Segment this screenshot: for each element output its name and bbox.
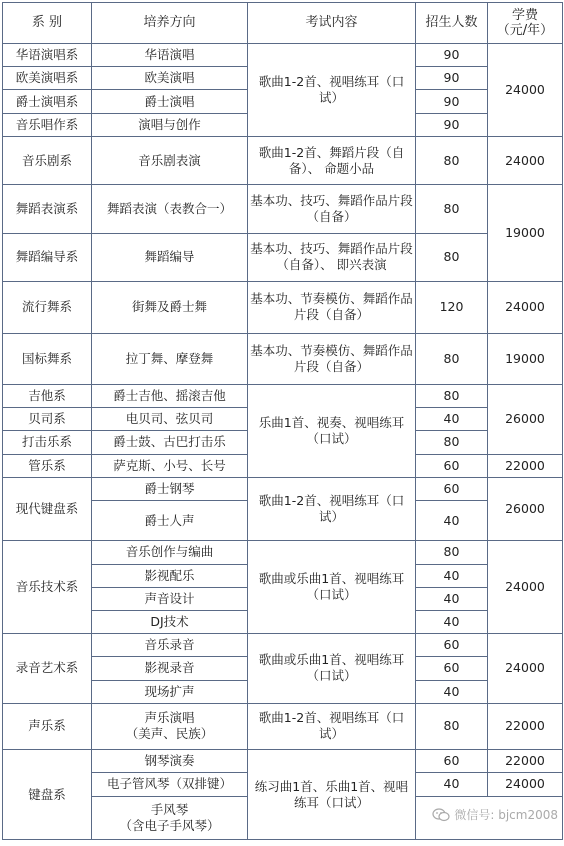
- dept-cell: 欧美演唱系: [3, 67, 92, 90]
- exam-cell: 基本功、节奏模仿、舞蹈作品片段（自备）: [248, 333, 416, 384]
- header-quota: 招生人数: [416, 3, 488, 44]
- table-row: [3, 333, 563, 384]
- exam-cell: 歌曲1-2首、视唱练耳（口试）: [248, 44, 416, 137]
- direction-cell: 欧美演唱: [92, 67, 248, 90]
- exam-cell: 歌曲或乐曲1首、视唱练耳（口试）: [248, 634, 416, 704]
- watermark-cell: [416, 796, 563, 839]
- dept-cell: 华语演唱系: [3, 44, 92, 67]
- quota-cell: 40: [416, 680, 488, 703]
- dept-cell: 音乐技术系: [3, 541, 92, 634]
- direction-cell: 演唱与创作: [92, 113, 248, 136]
- header-row: [3, 3, 563, 44]
- direction-cell: 华语演唱: [92, 44, 248, 67]
- dept-cell: 声乐系: [3, 703, 92, 749]
- fee-cell: 24000: [488, 44, 563, 137]
- exam-cell: 基本功、节奏模仿、舞蹈作品片段（自备）: [248, 282, 416, 333]
- table-row: [3, 750, 563, 773]
- direction-cell: 影视配乐: [92, 564, 248, 587]
- direction-cell: 爵士吉他、摇滚吉他: [92, 384, 248, 407]
- exam-cell: 基本功、技巧、舞蹈作品片段（自备）: [248, 185, 416, 233]
- dept-cell: 现代键盘系: [3, 477, 92, 541]
- dept-cell: 舞蹈编导系: [3, 233, 92, 281]
- direction-cell: 舞蹈表演（表教合一）: [92, 185, 248, 233]
- quota-cell: 40: [416, 610, 488, 633]
- header-direction: 培养方向: [92, 3, 248, 44]
- fee-cell: 26000: [488, 384, 563, 454]
- fee-cell: 24000: [488, 136, 563, 184]
- direction-cell: 爵士演唱: [92, 90, 248, 113]
- dept-cell: 录音艺术系: [3, 634, 92, 704]
- direction-cell: DJ技术: [92, 610, 248, 633]
- dept-cell: 舞蹈表演系: [3, 185, 92, 233]
- direction-cell: 音乐创作与编曲: [92, 541, 248, 564]
- direction-cell: 手风琴 （含电子手风琴）: [92, 796, 248, 839]
- fee-cell: 22000: [488, 703, 563, 749]
- quota-cell: 90: [416, 90, 488, 113]
- table-row: [3, 282, 563, 333]
- table-row: [3, 703, 563, 749]
- exam-cell: 练习曲1首、乐曲1首、视唱练耳（口试）: [248, 750, 416, 840]
- direction-cell: 影视录音: [92, 657, 248, 680]
- quota-cell: 40: [416, 773, 488, 796]
- dept-cell: 键盘系: [3, 750, 92, 840]
- fee-cell: 19000: [488, 185, 563, 282]
- direction-cell: 舞蹈编导: [92, 233, 248, 281]
- direction-cell: 钢琴演奏: [92, 750, 248, 773]
- watermark: [432, 807, 558, 823]
- quota-cell: 80: [416, 431, 488, 454]
- quota-cell: 60: [416, 454, 488, 477]
- quota-cell: 40: [416, 500, 488, 540]
- fee-cell: 24000: [488, 282, 563, 333]
- quota-cell: 40: [416, 408, 488, 431]
- quota-cell: 80: [416, 333, 488, 384]
- wechat-icon: [432, 808, 450, 822]
- quota-cell: 80: [416, 185, 488, 233]
- table-row: [3, 634, 563, 657]
- dept-cell: 音乐剧系: [3, 136, 92, 184]
- quota-cell: 60: [416, 477, 488, 500]
- fee-cell: 26000: [488, 477, 563, 541]
- table-row: [3, 477, 563, 500]
- direction-cell: 电子管风琴（双排键）: [92, 773, 248, 796]
- table-row: [3, 44, 563, 67]
- watermark-text: 微信号: bjcm2008: [454, 807, 558, 822]
- table-row: [3, 541, 563, 564]
- table-row: [3, 185, 563, 233]
- quota-cell: 60: [416, 634, 488, 657]
- fee-cell: 24000: [488, 634, 563, 704]
- direction-cell: 音乐录音: [92, 634, 248, 657]
- quota-cell: 90: [416, 67, 488, 90]
- fee-cell: 22000: [488, 454, 563, 477]
- quota-cell: 80: [416, 703, 488, 749]
- exam-cell: 乐曲1首、视奏、视唱练耳（口试）: [248, 384, 416, 477]
- direction-cell: 声音设计: [92, 587, 248, 610]
- dept-cell: 打击乐系: [3, 431, 92, 454]
- exam-cell: 歌曲1-2首、视唱练耳（口试）: [248, 477, 416, 541]
- enrollment-table: [2, 2, 563, 840]
- fee-cell: 24000: [488, 773, 563, 796]
- quota-cell: 90: [416, 44, 488, 67]
- fee-cell: 19000: [488, 333, 563, 384]
- direction-cell: 电贝司、弦贝司: [92, 408, 248, 431]
- direction-cell: 爵士钢琴: [92, 477, 248, 500]
- quota-cell: 80: [416, 233, 488, 281]
- table-row: [3, 136, 563, 184]
- direction-cell: 爵士人声: [92, 500, 248, 540]
- quota-cell: 90: [416, 113, 488, 136]
- dept-cell: 贝司系: [3, 408, 92, 431]
- quota-cell: 80: [416, 541, 488, 564]
- dept-cell: 音乐唱作系: [3, 113, 92, 136]
- direction-cell: 萨克斯、小号、长号: [92, 454, 248, 477]
- exam-cell: 歌曲1-2首、视唱练耳（口试）: [248, 703, 416, 749]
- table-row: [3, 233, 563, 281]
- dept-cell: 管乐系: [3, 454, 92, 477]
- exam-cell: 歌曲1-2首、舞蹈片段（自备）、 命题小品: [248, 136, 416, 184]
- quota-cell: 40: [416, 587, 488, 610]
- table-row: [3, 384, 563, 407]
- dept-cell: 爵士演唱系: [3, 90, 92, 113]
- header-fee: 学费 （元/年）: [488, 3, 563, 44]
- dept-cell: 流行舞系: [3, 282, 92, 333]
- exam-cell: 歌曲或乐曲1首、视唱练耳（口试）: [248, 541, 416, 634]
- quota-cell: 120: [416, 282, 488, 333]
- fee-cell: 22000: [488, 750, 563, 773]
- direction-cell: 声乐演唱 （美声、民族）: [92, 703, 248, 749]
- header-dept: 系 别: [3, 3, 92, 44]
- direction-cell: 现场扩声: [92, 680, 248, 703]
- direction-cell: 街舞及爵士舞: [92, 282, 248, 333]
- quota-cell: 80: [416, 384, 488, 407]
- direction-cell: 拉丁舞、摩登舞: [92, 333, 248, 384]
- quota-cell: 60: [416, 750, 488, 773]
- quota-cell: 60: [416, 657, 488, 680]
- quota-cell: 80: [416, 136, 488, 184]
- header-exam: 考试内容: [248, 3, 416, 44]
- quota-cell: 40: [416, 564, 488, 587]
- direction-cell: 爵士鼓、古巴打击乐: [92, 431, 248, 454]
- fee-cell: 24000: [488, 541, 563, 634]
- dept-cell: 吉他系: [3, 384, 92, 407]
- dept-cell: 国标舞系: [3, 333, 92, 384]
- direction-cell: 音乐剧表演: [92, 136, 248, 184]
- exam-cell: 基本功、技巧、舞蹈作品片段（自备）、 即兴表演: [248, 233, 416, 281]
